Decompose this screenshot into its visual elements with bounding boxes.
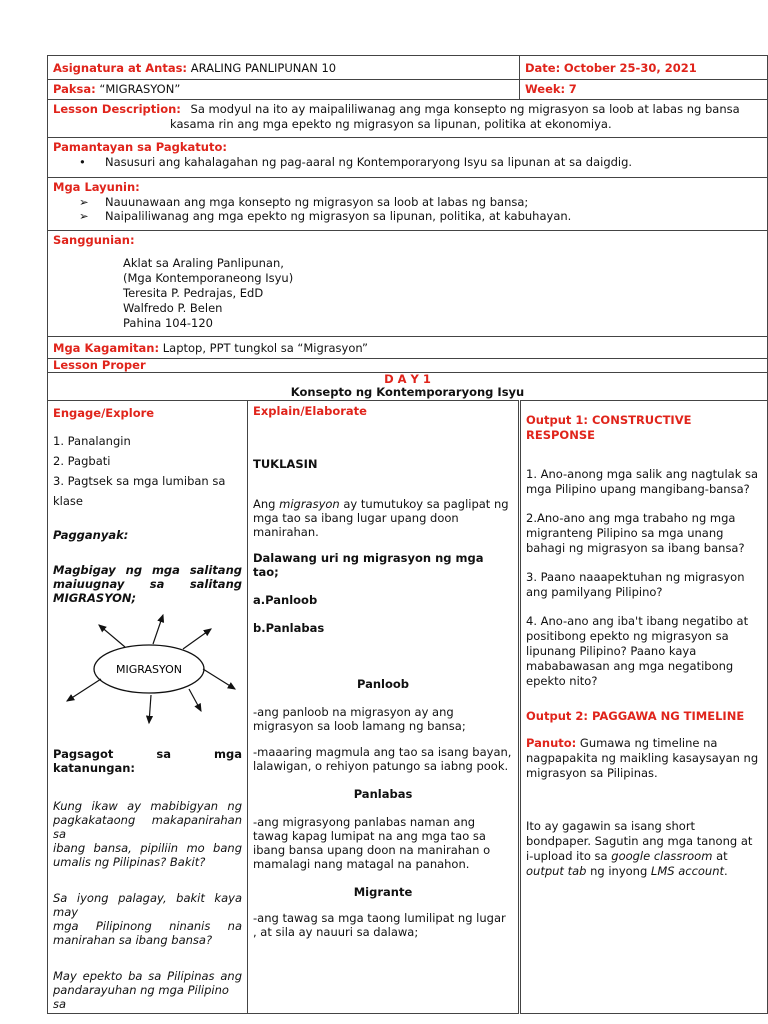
tuklasin-heading: TUKLASIN [253,457,318,471]
output-2-title: Output 2: PAGGAWA NG TIMELINE [526,709,745,723]
sanggunian-list [53,256,762,331]
uri-panloob: a.Panloob [253,593,318,607]
output-column [520,401,768,1014]
question-3: May epekto ba sa Pilipinas ang pandarayuhan ng mga Pilipino sa [53,969,242,1011]
panuto [526,736,762,781]
question-2: Sa iyong palagay, bakit kaya may mga Pilipinong ninanis na manirahan sa ibang bansa? [53,891,242,947]
output-1-title: Output 1: CONSTRUCTIVE RESPONSE [526,413,692,442]
sanggunian-line: Walfredo P. Belen [123,301,223,315]
sanggunian-line: Aklat sa Araling Panlipunan, [123,256,284,270]
arrow-bullet-icon: ➢ [79,195,89,209]
uri-panlabas: b.Panlabas [253,621,325,635]
arrow-icon [183,629,211,649]
engage-step: klase [53,494,83,508]
instruction-line: Magbigay ng mga salitang [53,563,242,577]
arrow-icon [153,615,163,644]
arrow-icon [99,625,125,647]
sanggunian-line: Pahina 104-120 [123,316,213,330]
engage-step: 2. Pagbati [53,454,111,468]
arrow-icon [189,689,201,711]
sanggunian-cell [48,231,768,337]
pamantayan-label: Pamantayan sa Pagkatuto: [53,140,227,154]
panloob-text-2: -maaaring magmula ang tao sa isang bayan, lalawigan, o rehiyon patungo sa iabng pook. [253,745,512,773]
panloob-heading: Panloob [356,677,410,691]
row-pamantayan [48,138,768,178]
panuto-label: Panuto: [526,736,577,750]
pamantayan-cell [48,138,768,178]
arrow-bullet-icon: ➢ [79,209,89,223]
panloob-text-1: -ang panloob na migrasyon ay ang migrasyon sa loob lamang ng bansa; [253,705,466,733]
instruction-line: maiuugnay sa salitang [53,577,242,591]
engage-step: 1. Panalangin [53,434,131,448]
row-lesson-proper [48,359,768,373]
pagganyak-label: Pagganyak: [53,528,129,542]
day-label: D A Y 1 [384,372,431,386]
pamantayan-item [53,155,762,169]
date-value: October 25-30, 2021 [563,61,697,75]
lesson-proper-cell [48,359,768,373]
lesson-description-cell [48,100,768,138]
row-layunin [48,178,768,231]
lesson-description-text-1: Sa modyul na ito ay maipaliliwanag ang mga konsepto ng migrasyon sa loob at labas ng bansa [190,102,740,116]
row-paksa [48,80,768,100]
row-asignatura [48,56,768,80]
date-label: Date: [525,61,561,75]
kagamitan-cell [48,337,768,359]
paksa-label: Paksa: [53,82,96,96]
layunin-label: Mga Layunin: [53,180,140,194]
question-1: Kung ikaw ay mabibigyan ng pagkakataong makapanirahan sa ibang bansa, pipiliin mo bang umalis ng Pilipinas? Bakit? [53,799,242,869]
engage-column [48,401,248,1014]
kagamitan-label: Mga Kagamitan: [53,341,160,355]
output-question: 4. Ano-ano ang iba't ibang negatibo at positibong epekto ng migrasyon sa lipunang Pilipino? Paano kaya mababawasan ang mga negatibong epekto nito? [526,614,749,688]
final-instruction: Ito ay gagawin sa isang short bondpaper. Sagutin ang mga tanong at i-upload ito sa google classroom at output tab ng inyong LMS account. [526,819,753,878]
week-label: Week: [525,82,566,96]
panlabas-heading: Panlabas [353,787,413,801]
topic-label: Konsepto ng Kontemporaryong Isyu [290,385,525,399]
paksa-cell [48,80,520,100]
migrasyon-definition: Ang migrasyon ay tumutukoy sa paglipat ng mga tao sa ibang lugar upang doon manirahan. [253,497,509,539]
pagsagot-line: katanungan: [53,761,136,775]
arrow-icon [149,695,151,723]
lms-account-text: LMS account [650,864,725,878]
row-activities [48,401,768,1014]
engage-step: 3. Pagtsek sa mga lumiban sa [53,474,226,488]
layunin-item [53,195,762,209]
lesson-proper-label: Lesson Proper [53,358,146,372]
google-classroom-text: google classroom [611,849,713,863]
week-value: 7 [568,82,577,96]
layunin-cell [48,178,768,231]
panlabas-text-1: -ang migrasyong panlabas naman ang tawag kapag lumipat na ang mga tao sa ibang bansa upang doon na manirahan o mamalagi nang matagal na panahon. [253,815,491,871]
date-cell [520,56,768,80]
output-tab-text: output tab [526,864,587,878]
diagram-label: MIGRASYON [116,663,182,676]
layunin-text-2: Naipaliliwanag ang mga epekto ng migrasyon sa lipunan, politika, at kabuhayan. [105,209,572,223]
layunin-item [53,209,762,223]
kagamitan-text: Laptop, PPT tungkol sa “Migrasyon” [162,341,369,355]
output-question: 2.Ano-ano ang mga trabaho ng mga migranteng Pilipino sa mga unang bahagi ng migrasyon sa ibang bansa? [526,511,745,555]
explain-column [248,401,520,1014]
pamantayan-text: Nasusuri ang kahalagahan ng pag-aaral ng Kontemporaryong Isyu sa lipunan at sa daigdig. [105,155,633,169]
row-day [48,373,768,401]
asignatura-cell [48,56,520,80]
asignatura-label: Asignatura at Antas: [53,61,188,75]
layunin-text-1: Nauunawaan ang mga konsepto ng migrasyon sa loob at labas ng bansa; [105,195,529,209]
output-question: 3. Paano naaapektuhan ng migrasyon ang pamilyang Pilipino? [526,570,745,599]
pagsagot-line: Pagsagot sa mga [53,747,242,761]
sanggunian-line: Teresita P. Pedrajas, EdD [123,286,264,300]
bullet-icon: • [79,155,86,169]
instruction-line: MIGRASYON; [53,591,137,605]
dalawang-uri: Dalawang uri ng migrasyon ng mga tao; [253,551,484,579]
migrante-text-1: -ang tawag sa mga taong lumilipat ng lugar , at sila ay nauuri sa dalawa; [253,911,506,939]
output-question: 1. Ano-anong mga salik ang nagtulak sa mga Pilipino upang mangibang-bansa? [526,467,759,496]
asignatura-value: ARALING PANLIPUNAN 10 [190,61,337,75]
lesson-plan-table [47,55,768,1014]
day-cell [48,373,768,401]
arrow-icon [203,669,235,689]
paksa-value: “MIGRASYON” [99,82,181,96]
explain-title: Explain/Elaborate [253,404,367,418]
lesson-plan [47,55,767,1014]
sanggunian-line: (Mga Kontemporaneong Isyu) [123,271,294,285]
migrante-heading: Migrante [353,885,413,899]
row-kagamitan [48,337,768,359]
arrow-icon [67,679,101,701]
migrasyon-diagram [53,611,243,741]
week-cell [520,80,768,100]
engage-title: Engage/Explore [53,406,155,420]
row-sanggunian [48,231,768,337]
row-lesson-description [48,100,768,138]
lesson-description-label: Lesson Description: [53,102,181,116]
panuto-text: Gumawa ng timeline na nagpapakita ng maikling kasaysayan ng migrasyon sa Pilipinas. [526,736,759,780]
lesson-description-text-2: kasama rin ang mga epekto ng migrasyon sa lipunan, politika at ekonomiya. [170,117,612,131]
sanggunian-label: Sanggunian: [53,233,135,247]
